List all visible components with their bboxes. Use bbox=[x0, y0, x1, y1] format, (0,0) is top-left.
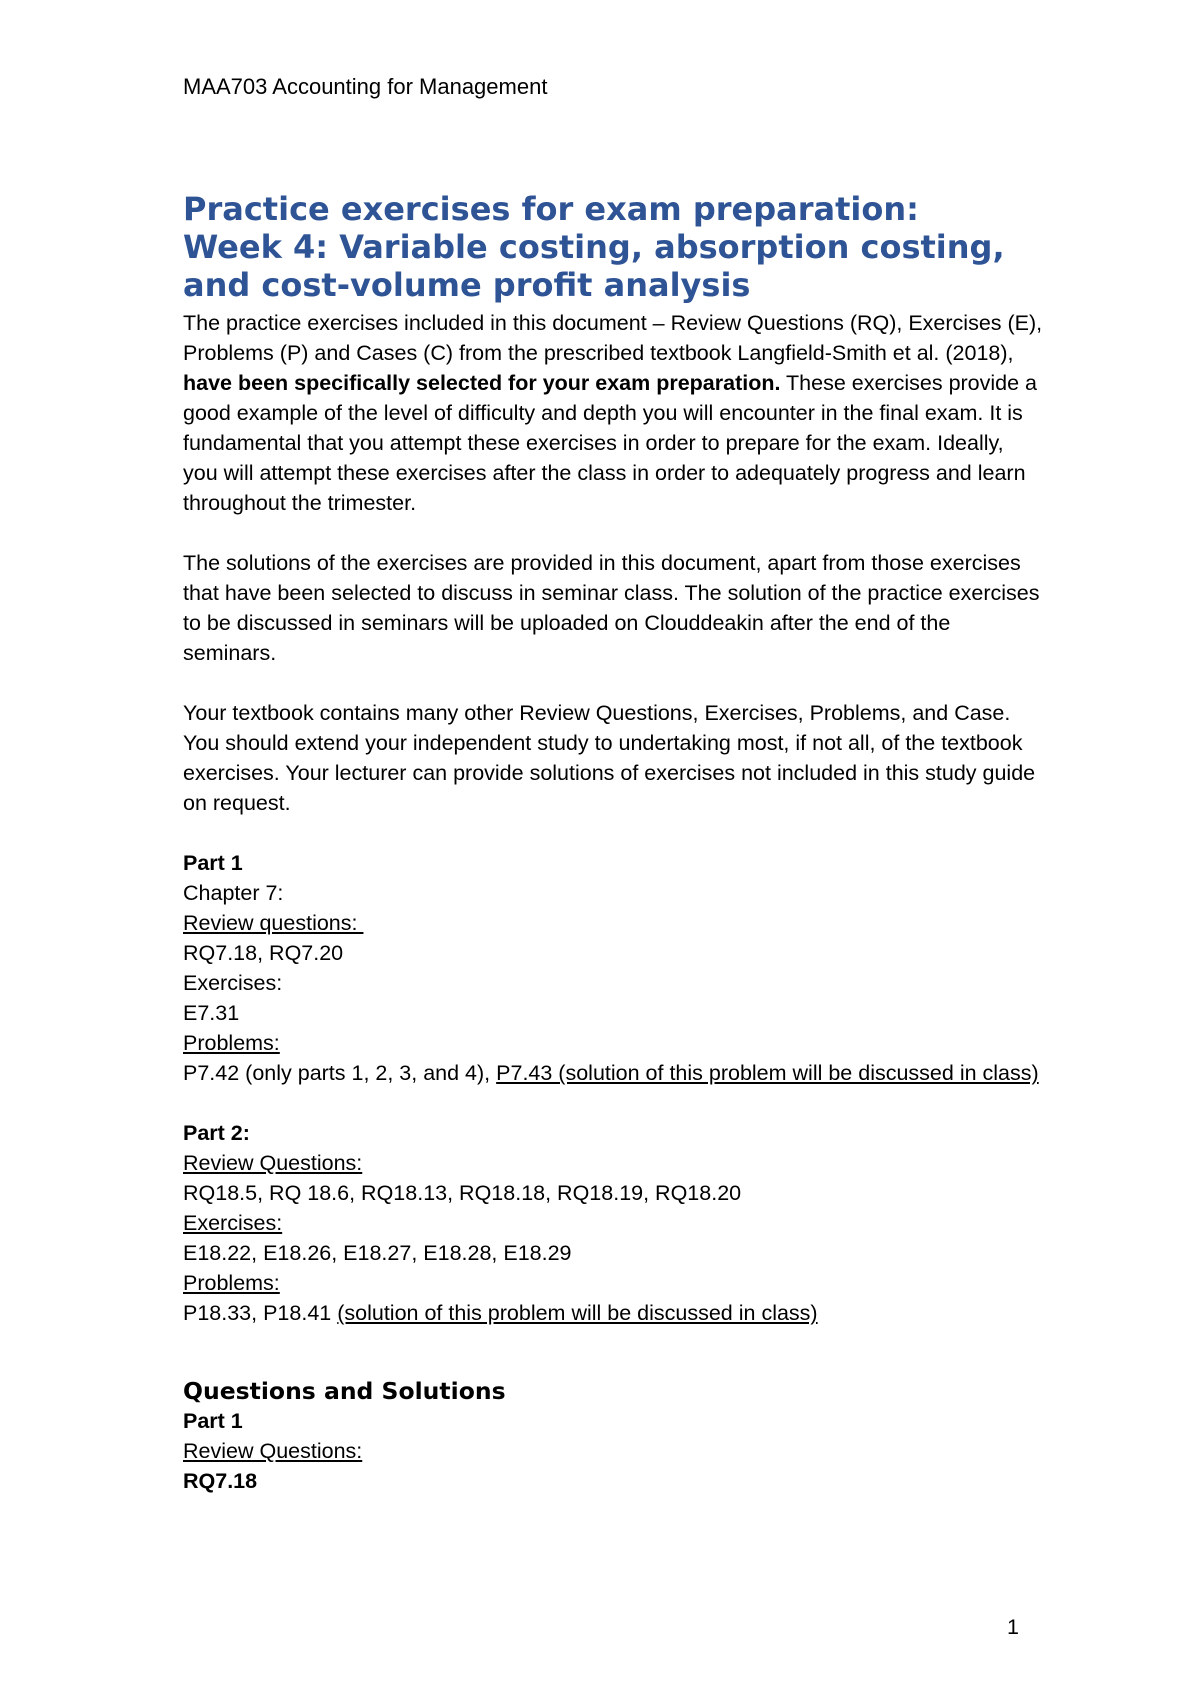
part1-chapter: Chapter 7: bbox=[183, 881, 284, 905]
part2-review-items: RQ18.5, RQ 18.6, RQ18.13, RQ18.18, RQ18.19, RQ18.20 bbox=[183, 1181, 742, 1205]
intro-paragraph-1 bbox=[183, 308, 1043, 518]
document-body bbox=[183, 190, 1043, 1496]
qs-part-heading: Part 1 bbox=[183, 1409, 243, 1433]
document-title bbox=[183, 190, 1043, 304]
part2-exercises-items: E18.22, E18.26, E18.27, E18.28, E18.29 bbox=[183, 1241, 572, 1265]
page-number: 1 bbox=[1007, 1615, 1019, 1639]
intro-p1-bold: have been specifically selected for your exam preparation. bbox=[183, 371, 781, 395]
part2-problems-underlined: (solution of this problem will be discussed in class) bbox=[337, 1301, 818, 1325]
qs-item: RQ7.18 bbox=[183, 1469, 258, 1493]
qs-review-label: Review Questions: bbox=[183, 1439, 363, 1463]
title-line-3: and cost-volume profit analysis bbox=[183, 266, 751, 304]
part1-heading: Part 1 bbox=[183, 851, 243, 875]
part2-heading: Part 2: bbox=[183, 1121, 250, 1145]
part1-exercises-label: Exercises: bbox=[183, 971, 283, 995]
part1-problems-underlined: P7.43 (solution of this problem will be discussed in class) bbox=[496, 1061, 1039, 1085]
intro-paragraph-3: Your textbook contains many other Review Questions, Exercises, Problems, and Case. You should extend your independent study to undertaking most, if not all, of the textbook exercises. Your lecturer can provide solutions of exercises not included in this study guide on request. bbox=[183, 701, 1036, 815]
intro-p1-text: The practice exercises included in this document – Review Questions (RQ), Exercises (E), Problems (P) and Cases (C) from the prescribed textbook Langfield-Smith et al. (2018), bbox=[183, 311, 1043, 365]
title-line-2: Week 4: Variable costing, absorption costing, bbox=[183, 228, 1005, 266]
title-line-1: Practice exercises for exam preparation: bbox=[183, 190, 919, 228]
part1-problems-plain: P7.42 (only parts 1, 2, 3, and 4), bbox=[183, 1061, 497, 1085]
part1-problems-items bbox=[183, 1058, 1043, 1088]
intro-paragraph-2: The solutions of the exercises are provided in this document, apart from those exercises that have been selected to discuss in seminar class. The solution of the practice exercises to be discussed in seminars will be uploaded on Clouddeakin after the end of the seminars. bbox=[183, 551, 1040, 665]
part2-exercises-label: Exercises: bbox=[183, 1211, 283, 1235]
part2-problems-label: Problems: bbox=[183, 1271, 280, 1295]
part2-review-label: Review Questions: bbox=[183, 1151, 363, 1175]
part2-problems-items bbox=[183, 1298, 1043, 1328]
part1-review-items: RQ7.18, RQ7.20 bbox=[183, 941, 344, 965]
part1-review-label: Review questions: bbox=[183, 911, 364, 935]
part1-problems-label: Problems: bbox=[183, 1031, 280, 1055]
page-header: MAA703 Accounting for Management bbox=[183, 74, 548, 99]
part2-problems-plain: P18.33, P18.41 bbox=[183, 1301, 338, 1325]
part1-exercises-items: E7.31 bbox=[183, 1001, 240, 1025]
intro-p1-rest: These exercises provide a good example of the level of difficulty and depth you will encounter in the final exam. It is fundamental that you attempt these exercises in order to prepare for the exam. Ideally, you will attempt these exercises after the class in order to adequately progress and learn throughout the trimester. bbox=[183, 371, 1038, 515]
questions-solutions-heading: Questions and Solutions bbox=[183, 1377, 506, 1405]
